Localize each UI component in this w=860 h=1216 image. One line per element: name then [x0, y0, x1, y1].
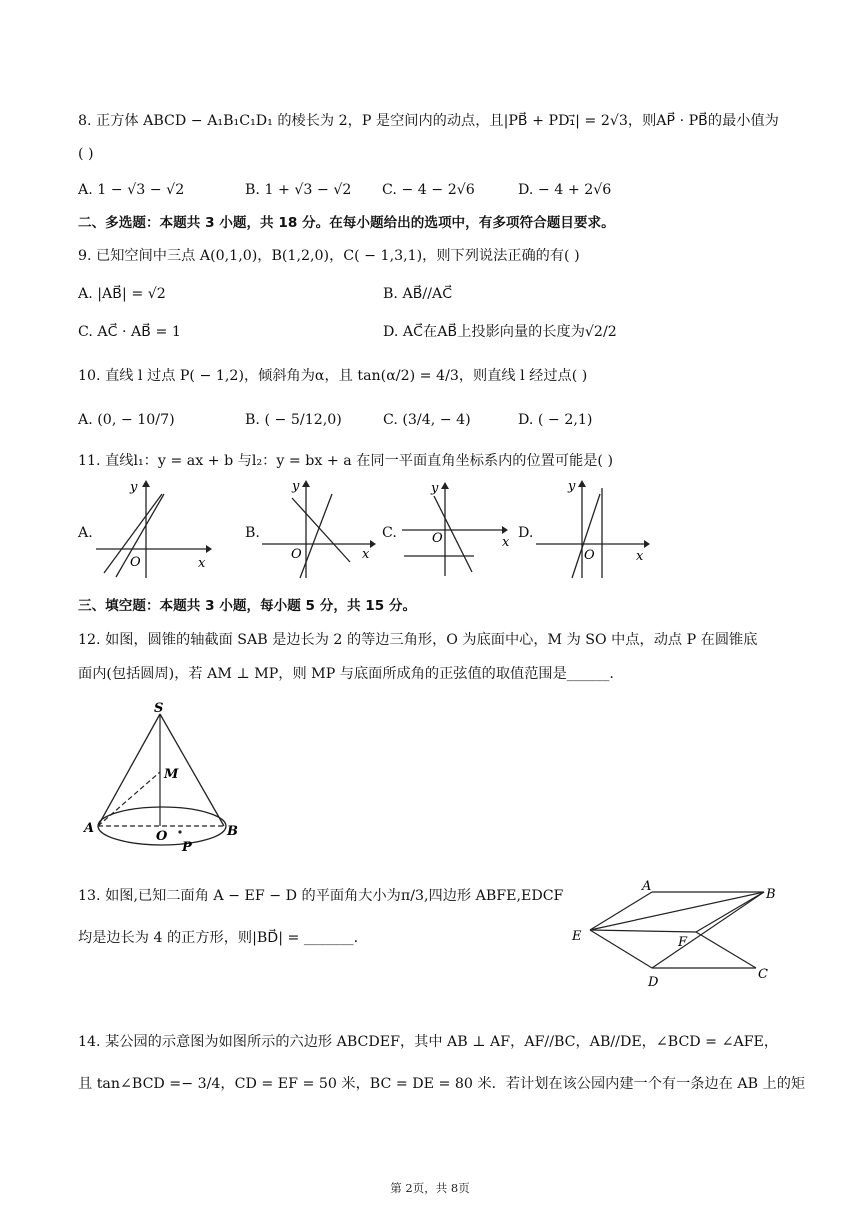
- q11-d-y-label: y: [568, 479, 576, 494]
- q12-label-m: M: [164, 767, 179, 782]
- q11-graph-a: [94, 478, 212, 580]
- q9-stem: 9. 已知空间中三点 A(0,1,0)，B(1,2,0)，C( − 1,3,1)，则下列说法正确的有( ): [78, 248, 580, 264]
- q12-line1: 12. 如图，圆锥的轴截面 SAB 是边长为 2 的等边三角形，O 为底面中心，M 为 SO 中点，动点 P 在圆锥底: [78, 632, 758, 648]
- q11-a-y-label: y: [130, 480, 138, 495]
- q11-c-y-label: y: [431, 481, 439, 496]
- q13-label-a: A: [642, 879, 652, 894]
- q8-option-b: B. 1 + √3 − √2: [245, 182, 352, 198]
- q11-stem: 11. 直线l₁：y = ax + b 与l₂：y = bx + a 在同一平面直角坐标系内的位置可能是( ): [78, 453, 613, 469]
- q12-label-s: S: [154, 701, 164, 716]
- q8-stem-text: 8. 正方体 ABCD − A₁B₁C₁D₁ 的棱长为 2，P 是空间内的动点，且|PB⃗ + PD₁⃗| = 2√3，则AP⃗ · PB⃗的最小值为: [78, 113, 779, 129]
- q13-line2: 均是边长为 4 的正方形，则|BD⃗| = _______.: [78, 930, 359, 946]
- q10-option-c: C. (3/4, − 4): [383, 412, 471, 428]
- q8-option-d: D. − 4 + 2√6: [518, 182, 612, 198]
- q11-option-a-label: A.: [78, 525, 93, 541]
- q11-graph-d: [536, 478, 652, 580]
- q11-c-origin: O: [432, 531, 443, 546]
- q13-label-c: C: [758, 967, 768, 982]
- q9-option-c: C. AC⃗ · AB⃗ = 1: [78, 324, 181, 340]
- q12-label-p: P: [182, 840, 192, 855]
- q11-b-y-label: y: [292, 479, 300, 494]
- q11-graph-c: [398, 478, 513, 580]
- q8-option-a: A. 1 − √3 − √2: [78, 182, 185, 198]
- q11-c-x-label: x: [502, 535, 510, 550]
- q11-option-c-label: C.: [382, 525, 397, 541]
- q8-stem-line1: [78, 111, 779, 131]
- q13-label-b: B: [766, 887, 776, 902]
- q9-option-a: A. |AB⃗| = √2: [78, 286, 166, 302]
- q10-stem: 10. 直线 l 过点 P( − 1,2)，倾斜角为α，且 tan(α/2) = 4/3，则直线 l 经过点( ): [78, 368, 588, 384]
- q11-d-origin: O: [584, 548, 595, 563]
- q14-line2: 且 tan∠BCD =− 3/4，CD = EF = 50 米，BC = DE = 80 米．若计划在该公园内建一个有一条边在 AB 上的矩: [78, 1076, 806, 1092]
- q11-a-origin: O: [130, 555, 141, 570]
- q11-graph-b: [262, 478, 377, 580]
- section-2-heading: 二、多选题：本题共 3 小题，共 18 分。在每小题给出的选项中，有多项符合题目要求。: [78, 215, 615, 231]
- q9-option-b: B. AB⃗//AC⃗: [383, 286, 453, 302]
- q12-line2: 面内(包括圆周)，若 AM ⊥ MP，则 MP 与底面所成角的正弦值的取值范围是______.: [78, 666, 614, 682]
- q9-option-d: D. AC⃗在AB⃗上投影向量的长度为√2/2: [383, 324, 617, 340]
- q12-label-o: O: [156, 829, 168, 844]
- q11-a-x-label: x: [198, 556, 206, 571]
- q12-label-b: B: [227, 824, 238, 839]
- q13-label-f: F: [678, 935, 688, 950]
- q12-cone-figure: [80, 700, 250, 860]
- q11-option-b-label: B.: [245, 525, 260, 541]
- q11-option-d-label: D.: [518, 525, 534, 541]
- q13-label-e: E: [572, 929, 582, 944]
- q13-line1: 13. 如图,已知二面角 A − EF − D 的平面角大小为π/3,四边形 ABFE,EDCF: [78, 888, 564, 904]
- page-footer: 第 2页，共 8页: [390, 1181, 470, 1195]
- q11-d-x-label: x: [636, 549, 644, 564]
- q13-label-d: D: [648, 975, 659, 990]
- q8-option-c: C. − 4 − 2√6: [382, 182, 475, 198]
- q10-option-a: A. (0, − 10/7): [78, 412, 175, 428]
- q8-stem-line2: ( ): [78, 146, 94, 162]
- q10-option-b: B. ( − 5/12,0): [245, 412, 342, 428]
- q11-b-origin: O: [291, 547, 302, 562]
- q12-label-a: A: [84, 821, 95, 836]
- q14-line1: 14. 某公园的示意图为如图所示的六边形 ABCDEF，其中 AB ⊥ AF，AF//BC，AB//DE，∠BCD = ∠AFE，: [78, 1034, 779, 1050]
- q11-b-x-label: x: [362, 547, 370, 562]
- section-3-heading: 三、填空题：本题共 3 小题，每小题 5 分，共 15 分。: [78, 598, 417, 614]
- q10-option-d: D. ( − 2,1): [518, 412, 593, 428]
- q13-dihedral-figure: [566, 874, 786, 994]
